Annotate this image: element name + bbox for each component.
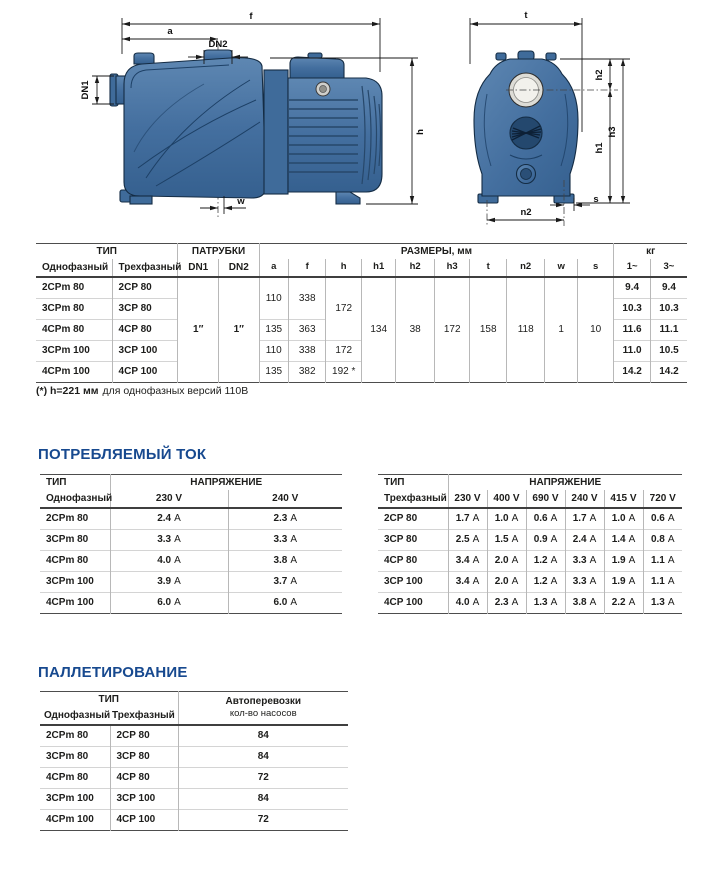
amp-cell: 1.0 A <box>604 508 643 530</box>
dim-label-f: f <box>249 11 253 22</box>
table-row <box>378 530 682 551</box>
table-row <box>40 810 348 831</box>
dim-h: 172 <box>326 277 361 341</box>
dim-label-s: s <box>593 194 599 205</box>
dim-n2: 118 <box>506 277 545 383</box>
model-cell: 3CP 80 <box>378 530 448 551</box>
dim-h: 192 * <box>326 362 361 383</box>
model-cell: 2CPm 80 <box>42 282 85 294</box>
terminal-box <box>290 57 344 78</box>
dim-t: 158 <box>470 277 507 383</box>
dim-f: 363 <box>288 320 326 341</box>
col-kg-1ph: 1~ <box>614 259 651 277</box>
voltage-400: 400 V <box>487 490 526 508</box>
amp-cell: 2.3 A <box>228 508 342 530</box>
current-section-title: ПОТРЕБЛЯЕМЫЙ ТОК <box>38 446 207 463</box>
dim-h1 <box>594 90 612 203</box>
dim-a: 135 <box>259 320 288 341</box>
dim-a <box>122 26 218 41</box>
amp-cell: 1.5 A <box>487 530 526 551</box>
amp-cell: 3.8 A <box>228 551 342 572</box>
dim-label-a: a <box>167 26 173 37</box>
amp-cell: 1.2 A <box>526 551 565 572</box>
kg-1ph: 14.2 <box>614 362 651 383</box>
dim-label-h3: h3 <box>607 126 618 138</box>
amp-cell: 0.6 A <box>526 508 565 530</box>
model-cell: 2CP 80 <box>110 725 178 747</box>
amp-cell: 6.0 A <box>110 593 228 614</box>
amp-cell: 3.3 A <box>565 551 604 572</box>
col-f: f <box>288 259 326 277</box>
model-cell: 4CP 80 <box>112 320 178 341</box>
model-cell: 3CPm 80 <box>40 530 110 551</box>
type-header: ТИП <box>98 693 119 705</box>
amp-cell: 3.3 A <box>565 572 604 593</box>
model-cell: 2CP 80 <box>384 513 418 525</box>
voltage-240: 240 V <box>565 490 604 508</box>
dim-w <box>200 196 246 214</box>
model-cell: 3CPm 100 <box>36 341 112 362</box>
model-cell: 3CPm 80 <box>36 299 112 320</box>
amp-cell: 6.0 A <box>228 593 342 614</box>
model-cell: 4CP 100 <box>110 810 178 831</box>
dim-h1: 134 <box>361 277 395 383</box>
amp-cell: 2.4 A <box>565 530 604 551</box>
table-row <box>40 508 342 530</box>
table-row <box>40 725 348 747</box>
casing-foot <box>130 196 152 204</box>
kg-3ph: 9.4 <box>650 277 687 299</box>
model-cell: 3CP 100 <box>112 341 178 362</box>
model-cell: 2CP 80 <box>112 277 178 299</box>
col-dn2: DN2 <box>219 259 260 277</box>
motor-body <box>288 78 382 192</box>
table-row <box>40 572 342 593</box>
amp-cell: 1.3 A <box>526 593 565 614</box>
table-row <box>40 747 348 768</box>
model-cell: 4CP 80 <box>110 768 178 789</box>
col-h1: h1 <box>361 259 395 277</box>
model-cell: 4CPm 80 <box>40 551 110 572</box>
col-three-phase: Трехфазный <box>112 259 178 277</box>
model-cell: 2CPm 80 <box>46 730 89 742</box>
table-row <box>378 572 682 593</box>
amp-cell: 2.0 A <box>487 572 526 593</box>
dim-w: 1 <box>545 277 577 383</box>
table-row <box>40 789 348 810</box>
dimensions-table <box>36 243 687 383</box>
dn1-value: 1″ <box>178 277 219 383</box>
amp-cell: 2.3 A <box>487 593 526 614</box>
dim-label-h2: h2 <box>594 69 605 81</box>
voltage-header: НАПРЯЖЕНИЕ <box>110 475 342 491</box>
motor <box>264 53 382 204</box>
amp-cell: 1.3 A <box>643 593 682 614</box>
model-cell: 4CP 100 <box>112 362 178 383</box>
amp-cell: 2.4 A <box>110 508 228 530</box>
col-t: t <box>470 259 507 277</box>
dim-label-dn2: DN2 <box>208 39 228 50</box>
amp-cell: 1.9 A <box>604 572 643 593</box>
amp-cell: 3.7 A <box>228 572 342 593</box>
amp-cell: 2.2 A <box>604 593 643 614</box>
col-h2: h2 <box>396 259 435 277</box>
col-group-sizes: РАЗМЕРЫ, мм <box>259 244 614 260</box>
dim-a: 135 <box>259 362 288 383</box>
footnote-text: для однофазных версий 110В <box>102 385 249 397</box>
phase-header: Однофазный <box>40 490 110 508</box>
dim-label-w: w <box>237 196 245 207</box>
voltage-230: 230 V <box>110 490 228 508</box>
table-row <box>378 593 682 614</box>
voltage-415: 415 V <box>604 490 643 508</box>
voltage-230: 230 V <box>448 490 487 508</box>
amp-cell: 3.3 A <box>228 530 342 551</box>
dim-h2: 38 <box>396 277 435 383</box>
model-cell: 3CPm 80 <box>40 747 110 768</box>
col-a: a <box>259 259 288 277</box>
amp-cell: 1.1 A <box>643 572 682 593</box>
dim-h3: 172 <box>434 277 469 383</box>
current-table-three-phase <box>378 474 682 614</box>
footnote <box>36 385 248 397</box>
dim-s: 10 <box>577 277 614 383</box>
qty-cell: 72 <box>178 810 348 831</box>
voltage-240: 240 V <box>228 490 342 508</box>
phase-header: Трехфазный <box>378 490 448 508</box>
col-group-type: ТИП <box>96 245 117 257</box>
dim-label-t: t <box>524 10 528 21</box>
model-cell: 4CPm 80 <box>40 768 110 789</box>
col-single-phase: Однофазный <box>36 259 112 277</box>
dim-a: 110 <box>259 277 288 320</box>
pump-front-body <box>474 51 578 203</box>
amp-cell: 3.3 A <box>110 530 228 551</box>
footnote-bold: (*) h=221 мм <box>36 385 99 397</box>
dim-h: 172 <box>326 341 361 362</box>
dim-h2 <box>594 59 612 90</box>
table-row <box>378 551 682 572</box>
transport-label: Автоперевозки <box>225 696 302 708</box>
dim-a: 110 <box>259 341 288 362</box>
fan-window <box>510 117 542 149</box>
motor-foot <box>336 192 360 204</box>
pump-casing <box>110 50 266 204</box>
table-row <box>40 530 342 551</box>
amp-cell: 2.0 A <box>487 551 526 572</box>
pallet-section-title: ПАЛЛЕТИРОВАНИЕ <box>38 664 188 681</box>
dim-f: 382 <box>288 362 326 383</box>
amp-cell: 1.2 A <box>526 572 565 593</box>
qty-cell: 84 <box>178 747 348 768</box>
amp-cell: 1.7 A <box>448 508 487 530</box>
amp-cell: 3.4 A <box>448 572 487 593</box>
amp-cell: 4.0 A <box>448 593 487 614</box>
model-cell: 4CPm 100 <box>40 810 110 831</box>
dim-label-dn1: DN1 <box>80 80 91 100</box>
amp-cell: 3.4 A <box>448 551 487 572</box>
pump-front-view-drawing <box>450 2 723 234</box>
amp-cell: 0.9 A <box>526 530 565 551</box>
amp-cell: 2.5 A <box>448 530 487 551</box>
voltage-720: 720 V <box>643 490 682 508</box>
dim-dn1 <box>80 76 114 104</box>
type-header: ТИП <box>384 476 405 488</box>
dim-label-h1: h1 <box>594 142 605 154</box>
voltage-690: 690 V <box>526 490 565 508</box>
table-row <box>40 551 342 572</box>
model-cell: 3CP 80 <box>112 299 178 320</box>
model-cell: 3CPm 100 <box>40 789 110 810</box>
kg-1ph: 11.0 <box>614 341 651 362</box>
col-n2: n2 <box>506 259 545 277</box>
kg-3ph: 10.5 <box>650 341 687 362</box>
col-h: h <box>326 259 361 277</box>
amp-cell: 0.6 A <box>643 508 682 530</box>
qty-cell: 84 <box>178 789 348 810</box>
col-w: w <box>545 259 577 277</box>
palletization-table <box>40 691 348 831</box>
col-three-phase: Трехфазный <box>110 707 178 725</box>
model-cell: 4CP 100 <box>378 593 448 614</box>
pump-side-view-drawing <box>34 2 448 234</box>
dim-label-n2: n2 <box>520 207 532 218</box>
dim-f: 338 <box>288 277 326 320</box>
amp-cell: 4.0 A <box>110 551 228 572</box>
amp-cell: 1.1 A <box>643 551 682 572</box>
dn2-value: 1″ <box>219 277 260 383</box>
col-group-weight: кг <box>614 244 687 260</box>
voltage-header: НАПРЯЖЕНИЕ <box>448 475 682 491</box>
kg-3ph: 11.1 <box>650 320 687 341</box>
amp-cell: 3.8 A <box>565 593 604 614</box>
col-s: s <box>577 259 614 277</box>
kg-1ph: 9.4 <box>614 277 651 299</box>
amp-cell: 1.9 A <box>604 551 643 572</box>
amp-cell: 1.0 A <box>487 508 526 530</box>
table-row <box>378 508 682 530</box>
qty-cell: 84 <box>178 725 348 747</box>
transport-sub-label: кол-во насосов <box>229 707 297 719</box>
col-dn1: DN1 <box>178 259 219 277</box>
table-row <box>40 768 348 789</box>
model-cell: 4CPm 100 <box>36 362 112 383</box>
kg-3ph: 10.3 <box>650 299 687 320</box>
model-cell: 4CPm 80 <box>36 320 112 341</box>
kg-1ph: 11.6 <box>614 320 651 341</box>
col-single-phase: Однофазный <box>40 707 110 725</box>
model-cell: 3CPm 100 <box>40 572 110 593</box>
kg-3ph: 14.2 <box>650 362 687 383</box>
transport-header <box>178 692 348 726</box>
col-group-ports: ПАТРУБКИ <box>178 244 259 260</box>
model-cell: 3CP 100 <box>110 789 178 810</box>
model-cell: 2CPm 80 <box>46 513 89 525</box>
type-header: ТИП <box>46 476 67 488</box>
kg-1ph: 10.3 <box>614 299 651 320</box>
current-table-single-phase <box>40 474 342 614</box>
model-cell: 4CP 80 <box>378 551 448 572</box>
col-kg-3ph: 3~ <box>650 259 687 277</box>
table-row <box>36 277 687 299</box>
model-cell: 3CP 80 <box>110 747 178 768</box>
pump-motor-junction <box>264 70 288 194</box>
table-row <box>40 593 342 614</box>
qty-cell: 72 <box>178 768 348 789</box>
dim-f: 338 <box>288 341 326 362</box>
amp-cell: 1.7 A <box>565 508 604 530</box>
dim-label-h: h <box>415 129 426 135</box>
model-cell: 3CP 100 <box>378 572 448 593</box>
amp-cell: 1.4 A <box>604 530 643 551</box>
amp-cell: 3.9 A <box>110 572 228 593</box>
model-cell: 4CPm 100 <box>40 593 110 614</box>
col-h3: h3 <box>434 259 469 277</box>
amp-cell: 0.8 A <box>643 530 682 551</box>
